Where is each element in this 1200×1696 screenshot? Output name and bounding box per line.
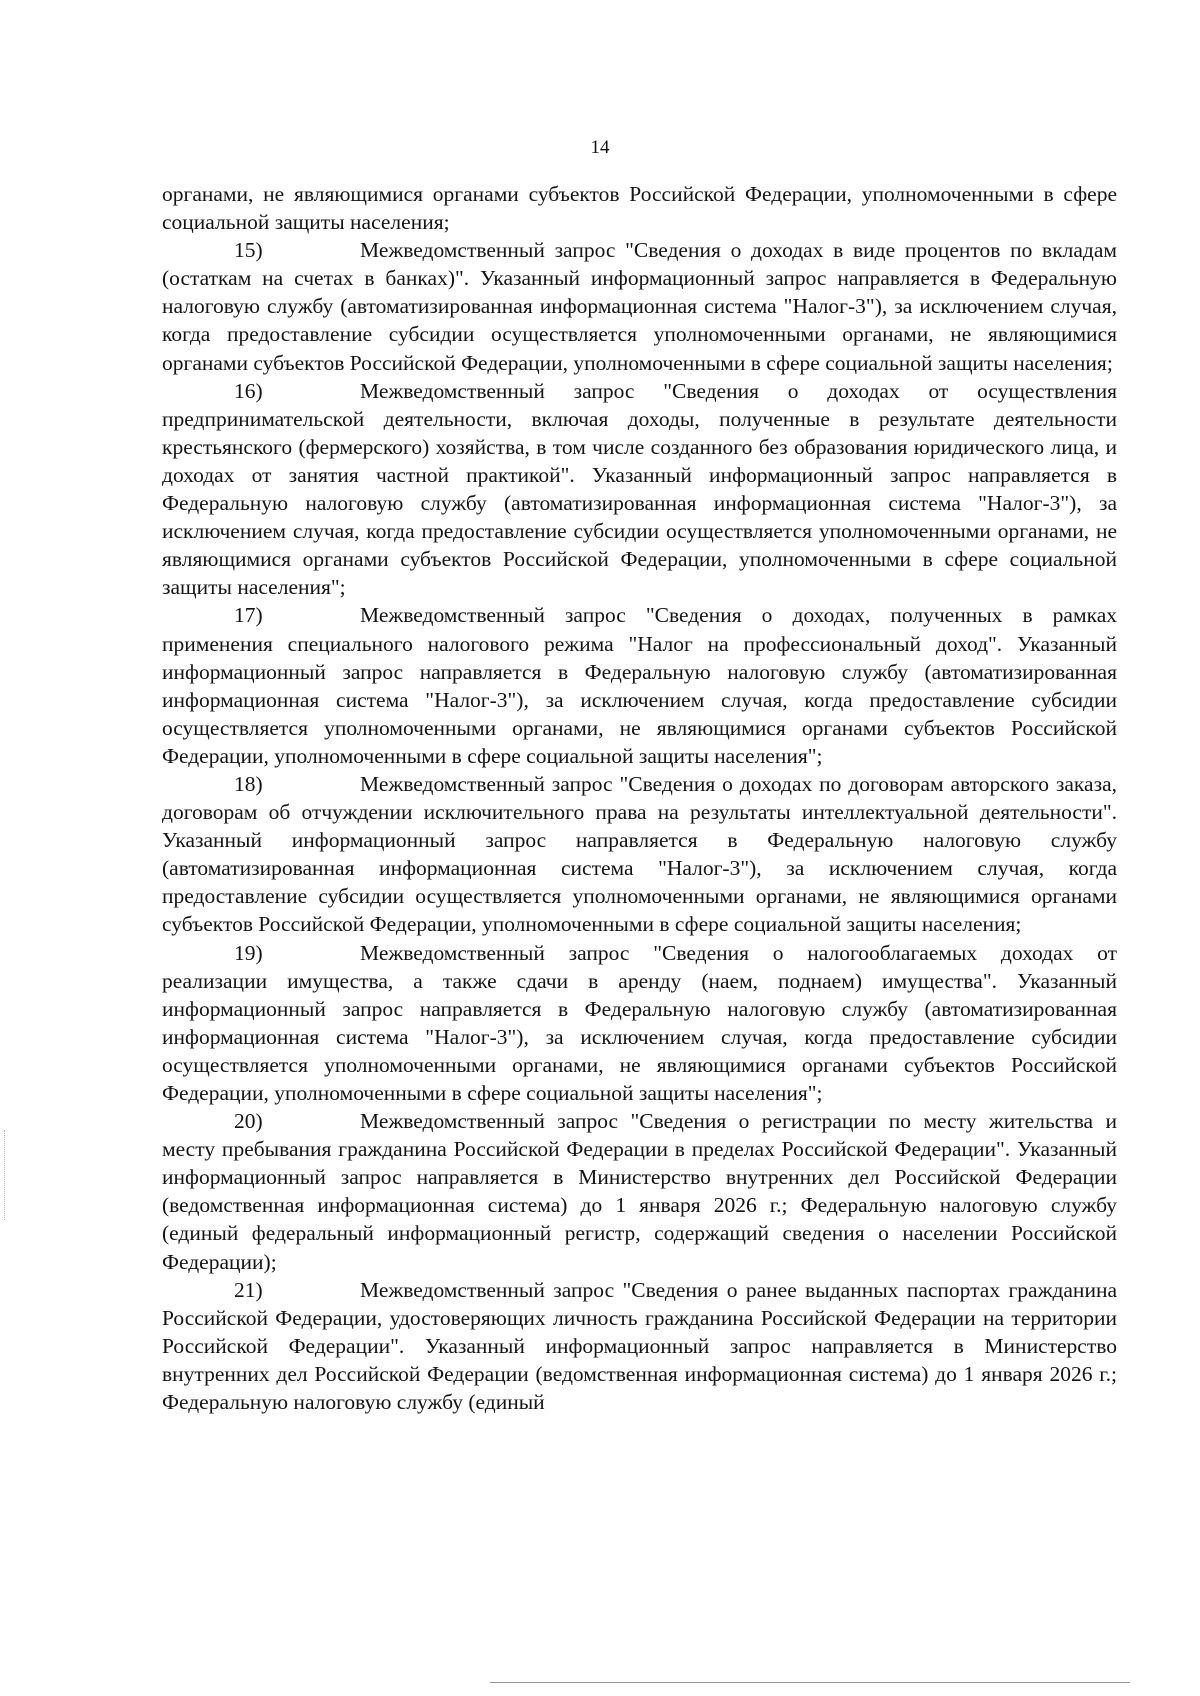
list-item-19	[162, 939, 1117, 1108]
item-text: Межведомственный запрос "Сведения о доходах, полученных в рамках применения специального налогового режима "Налог на профессиональный доход". Указанный информационный запрос направляется в Федеральную налоговую службу (автоматизированная информационная система "Налог-3"), за исключением случая, когда предоставление субсидии осуществляется уполномоченными органами, не являющимися органами субъектов Российской Федерации, уполномоченными в сфере социальной защиты населения";	[162, 603, 1117, 768]
item-number: 18)	[234, 771, 263, 796]
list-item-15	[162, 236, 1117, 376]
item-text: Межведомственный запрос "Сведения о доходах по договорам авторского заказа, договорам об отчуждении исключительного права на результаты интеллектуальной деятельности". Указанный информационный запрос направляется в Федеральную налоговую службу (автоматизированная информационная система "Налог-3"), за исключением случая, когда предоставление субсидии осуществляется уполномоченными органами, не являющимися органами субъектов Российской Федерации, уполномоченными в сфере социальной защиты населения;	[162, 771, 1117, 937]
scan-edge-mark	[4, 1130, 5, 1220]
item-number: 21)	[234, 1277, 263, 1302]
page-number: 14	[590, 137, 610, 158]
item-number: 20)	[234, 1109, 263, 1134]
item-text: Межведомственный запрос "Сведения о доходах от осуществления предпринимательской деятельности, включая доходы, полученные в результате деятельности крестьянского (фермерского) хозяйства, в том числе созданного без образования юридического лица, и доходах от занятия частной практикой". Указанный информационный запрос направляется в Федеральную налоговую службу (автоматизированная информационная система "Налог-3"), за исключением случая, когда предоставление субсидии осуществляется уполномоченными органами, не являющимися органами субъектов Российской Федерации, уполномоченными в сфере социальной защиты населения";	[162, 378, 1117, 600]
item-text: Межведомственный запрос "Сведения о регистрации по месту жительства и месту пребывания гражданина Российской Федерации в пределах Российской Федерации". Указанный информационный запрос направляется в Министерство внутренних дел Российской Федерации (ведомственная информационная система) до 1 января 2026 г.; Федеральную налоговую службу (единый федеральный информационный регистр, содержащий сведения о населении Российской Федерации);	[162, 1109, 1117, 1274]
item-text: Межведомственный запрос "Сведения о налогооблагаемых доходах от реализации имущества, а также сдачи в аренду (наем, поднаем) имущества". Указанный информационный запрос направляется в Федеральную налоговую службу (автоматизированная информационная система "Налог-3"), за исключением случая, когда предоставление субсидии осуществляется уполномоченными органами, не являющимися органами субъектов Российской Федерации, уполномоченными в сфере социальной защиты населения";	[162, 940, 1117, 1105]
document-body	[162, 180, 1117, 1416]
item-number: 15)	[234, 238, 263, 263]
item-number: 16)	[234, 378, 263, 403]
list-item-21	[162, 1276, 1117, 1416]
item-number: 17)	[234, 603, 263, 628]
list-item-17	[162, 601, 1117, 770]
list-item-20	[162, 1107, 1117, 1276]
scan-bottom-line	[490, 1682, 1130, 1683]
item-text: Межведомственный запрос "Сведения о доходах в виде процентов по вкладам (остаткам на счетах в банках)". Указанный информационный запрос направляется в Федеральную налоговую службу (автоматизированная информационная система "Налог-3"), за исключением случая, когда предоставление субсидии осуществляется уполномоченными органами, не являющимися органами субъектов Российской Федерации, уполномоченными в сфере социальной защиты населения;	[162, 238, 1117, 375]
list-item-18	[162, 770, 1117, 939]
list-item-16	[162, 377, 1117, 602]
item-number: 19)	[234, 940, 263, 965]
intro-paragraph: органами, не являющимися органами субъектов Российской Федерации, уполномоченными в сфере социальной защиты населения;	[162, 182, 1117, 235]
item-text: Межведомственный запрос "Сведения о ранее выданных паспортах гражданина Российской Федерации, удостоверяющих личность гражданина Российской Федерации на территории Российской Федерации". Указанный информационный запрос направляется в Министерство внутренних дел Российской Федерации (ведомственная информационная система) до 1 января 2026 г.; Федеральную налоговую службу (единый	[162, 1277, 1117, 1415]
